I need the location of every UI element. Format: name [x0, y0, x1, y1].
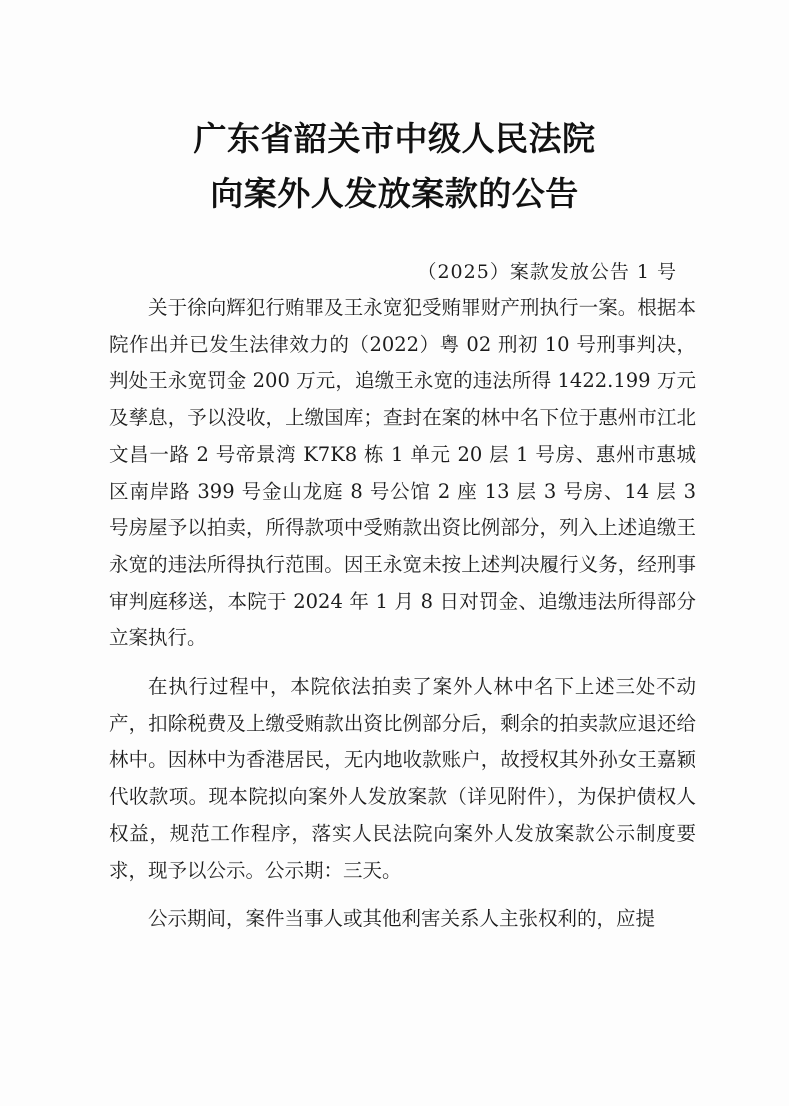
document-number: （2025）案款发放公告 1 号	[417, 261, 677, 283]
document-body	[109, 290, 696, 950]
document-title-line-2: 向案外人发放案款的公告	[210, 174, 579, 213]
body-paragraph-1: 关于徐向辉犯行贿罪及王永宽犯受贿罪财产刑执行一案。根据本院作出并已发生法律效力的（2022）粤 02 刑初 10 号刑事判决，判处王永宽罚金 200 万元，追缴王永宽的违法所得 1422.199 万元及孳息，予以没收，上缴国库；查封在案的林中名下位于惠州市江北文昌一路 2 号帝景湾 K7K8 栋 1 单元 20 层 1 号房、惠州市惠城区南岸路 399 号金山龙庭 8 号公馆 2 座 13 层 3 号房、14 层 3 号房屋予以拍卖，所得款项中受贿款出资比例部分，列入上述追缴王永宽的违法所得执行范围。因王永宽未按上述判决履行义务，经刑事审判庭移送，本院于 2024 年 1 月 8 日对罚金、追缴违法所得部分立案执行。	[109, 296, 696, 650]
body-paragraph-2: 在执行过程中，本院依法拍卖了案外人林中名下上述三处不动产，扣除税费及上缴受贿款出资比例部分后，剩余的拍卖款应退还给林中。因林中为香港居民，无内地收款账户，故授权其外孙女王嘉颖代收款项。现本院拟向案外人发放案款（详见附件），为保护债权人权益，规范工作程序，落实人民法院向案外人发放案款公示制度要求，现予以公示。公示期：三天。	[109, 675, 696, 882]
body-paragraph-3: 公示期间，案件当事人或其他利害关系人主张权利的，应提	[148, 907, 656, 931]
document-title-line-1: 广东省韶关市中级人民法院	[193, 119, 596, 158]
